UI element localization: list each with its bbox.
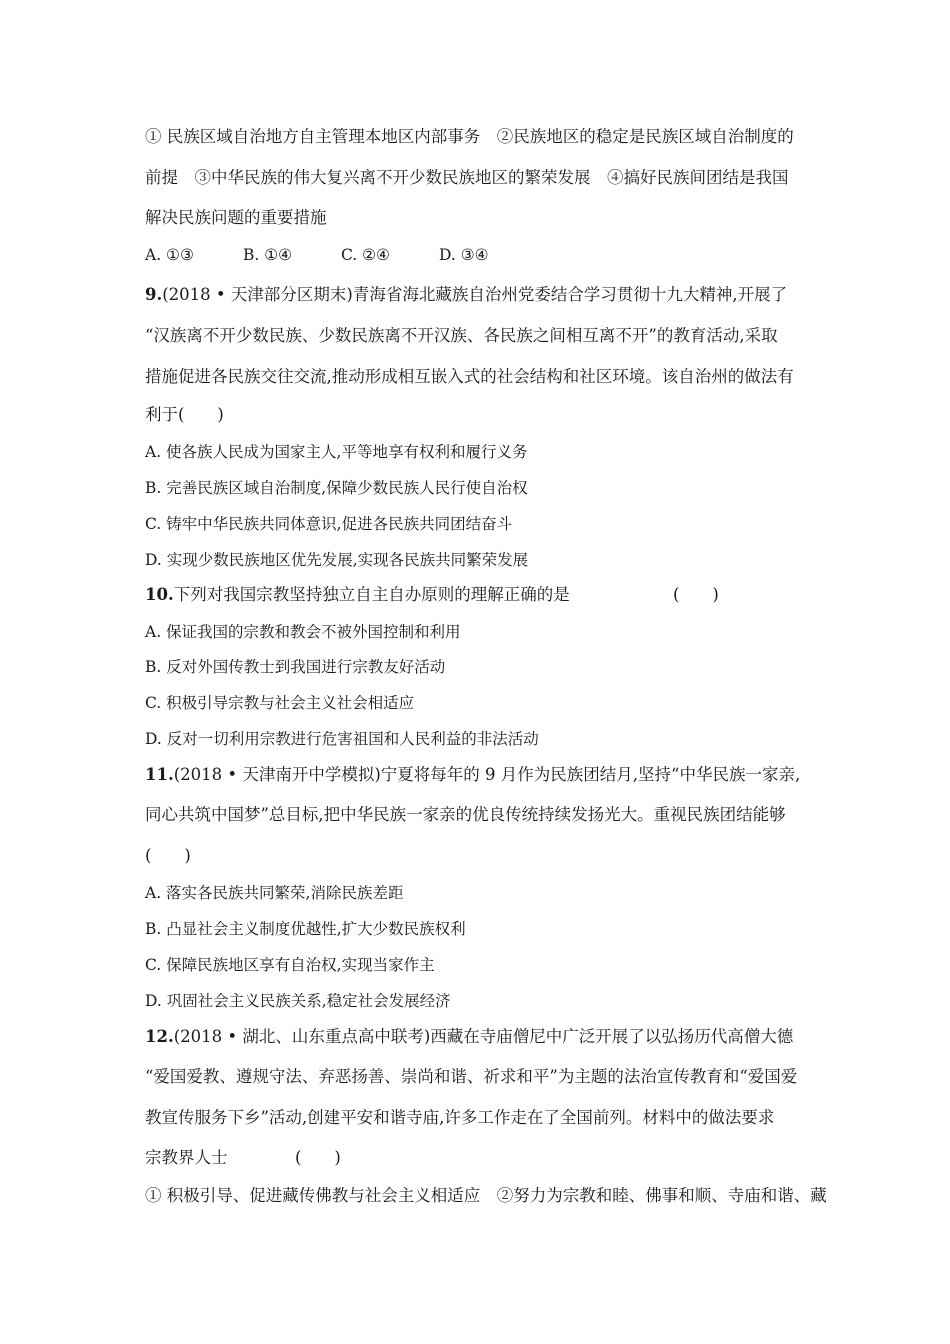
q9-option-c: C. 铸牢中华民族共同体意识,促进各民族共同团结奋斗 — [145, 515, 513, 533]
q11-option-c: C. 保障民族地区享有自治权,实现当家作主 — [145, 956, 435, 974]
q10-option-c: C. 积极引导宗教与社会主义社会相适应 — [145, 694, 415, 712]
q8-statement-line-2: 前提 ③中华民族的伟大复兴离不开少数民族地区的繁荣发展 ④搞好民族间团结是我国 — [145, 168, 789, 187]
q12-stem-line-4: 宗教界人士 — [145, 1148, 228, 1167]
q9-option-a: A. 使各族人民成为国家主人,平等地享有权利和履行义务 — [145, 443, 528, 461]
q9-option-b: B. 完善民族区域自治制度,保障少数民族人民行使自治权 — [145, 479, 528, 497]
q9-stem-line-2: “汉族离不开少数民族、少数民族离不开汉族、各民族之间相互离不开”的教育活动,采取 — [145, 326, 778, 345]
q8-statement-line-1: ① 民族区域自治地方自主管理本地区内部事务 ②民族地区的稳定是民族区域自治制度的 — [145, 127, 794, 146]
q9-option-d: D. 实现少数民族地区优先发展,实现各民族共同繁荣发展 — [145, 551, 529, 569]
q8-option-a: A. ①③ — [145, 246, 194, 264]
q8-options — [145, 244, 830, 266]
q11-option-d: D. 巩固社会主义民族关系,稳定社会发展经济 — [145, 992, 451, 1010]
q10-option-a: A. 保证我国的宗教和教会不被外国控制和利用 — [145, 623, 461, 641]
q10-answer-paren: ( ) — [673, 585, 719, 604]
q11-stem-line-2: 同心共筑中国梦”总目标,把中华民族一家亲的优良传统持续发扬光大。重视民族团结能够 — [145, 805, 786, 824]
q11-stem-line-3: ( ) — [145, 846, 191, 865]
q8-option-c: C. ②④ — [341, 246, 390, 264]
q11-number: 11. — [145, 765, 174, 784]
q9-stem-line-3: 措施促进各民族交往交流,推动形成相互嵌入式的社会结构和社区环境。该自治州的做法有 — [145, 367, 794, 386]
q11-text-1: (2018 • 天津南开中学模拟)宁夏将每年的 9 月作为民族团结月,坚持“中华民族一家亲, — [173, 765, 801, 784]
q12-stem-line-2: “爱国爱教、遵规守法、弃恶扬善、崇尚和谐、祈求和平”为主题的法治宣传教育和“爱国爱 — [145, 1067, 798, 1086]
q10-number: 10. — [145, 585, 174, 604]
q12-stem-line-3: 教宣传服务下乡”活动,创建平安和谐寺庙,许多工作走在了全国前列。材料中的做法要求 — [145, 1108, 775, 1127]
q9-text-1: (2018 • 天津部分区期末)青海省海北藏族自治州党委结合学习贯彻十九大精神,开展了 — [162, 285, 788, 304]
q9-stem-line-4: 利于( ) — [145, 405, 224, 424]
q12-number: 12. — [145, 1027, 174, 1046]
q10-text: 下列对我国宗教坚持独立自主自办原则的理解正确的是 — [173, 585, 570, 604]
q12-answer-paren: ( ) — [295, 1148, 341, 1167]
q9-number: 9. — [145, 285, 163, 304]
q10-option-b: B. 反对外国传教士到我国进行宗教友好活动 — [145, 658, 446, 676]
q12-text-1: (2018 • 湖北、山东重点高中联考)西藏在寺庙僧尼中广泛开展了以弘扬历代高僧大德 — [173, 1027, 794, 1046]
q8-option-d: D. ③④ — [439, 246, 489, 264]
q11-option-b: B. 凸显社会主义制度优越性,扩大少数民族权利 — [145, 920, 466, 938]
q9-stem-line-1 — [145, 284, 830, 306]
q10-option-d: D. 反对一切利用宗教进行危害祖国和人民利益的非法活动 — [145, 730, 539, 748]
q10-stem — [145, 584, 830, 606]
q8-statement-line-3: 解决民族问题的重要措施 — [145, 208, 327, 227]
q12-statement-line-1: ① 积极引导、促进藏传佛教与社会主义相适应 ②努力为宗教和睦、佛事和顺、寺庙和谐、藏 — [145, 1186, 827, 1205]
q11-option-a: A. 落实各民族共同繁荣,消除民族差距 — [145, 884, 404, 902]
q8-option-b: B. ①④ — [243, 246, 293, 264]
q12-stem-line-1 — [145, 1026, 830, 1048]
q11-stem-line-1 — [145, 764, 830, 786]
